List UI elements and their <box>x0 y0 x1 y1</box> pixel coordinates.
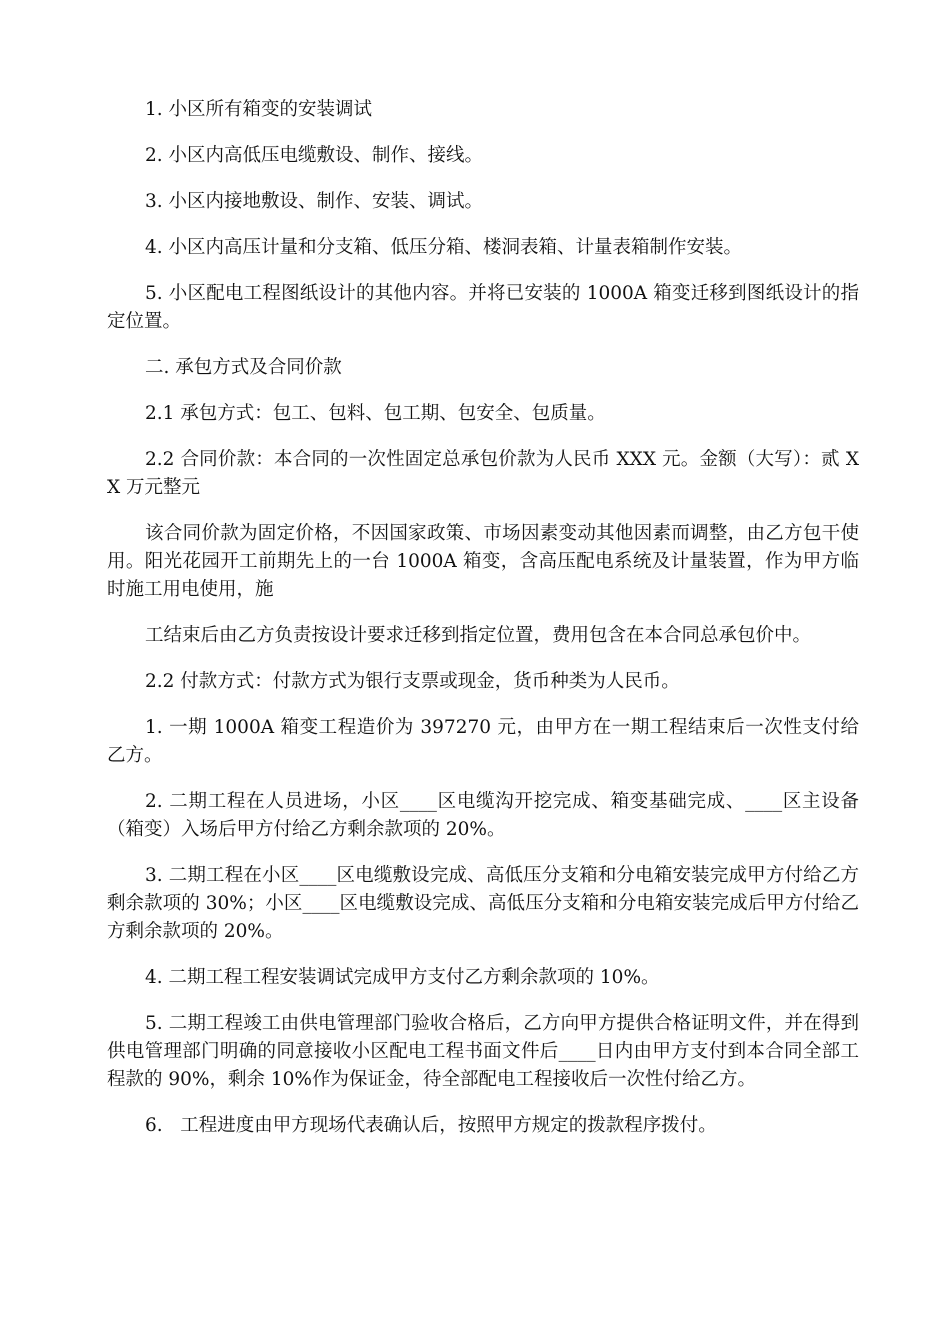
contract-price-paragraph: 2.2 合同价款：本合同的一次性固定总承包价款为人民币 XXX 元。金额（大写）：贰 XX 万元整元 <box>107 449 859 498</box>
payment-method-paragraph: 2.2 付款方式：付款方式为银行支票或现金，货币种类为人民币。 <box>145 671 680 692</box>
payment-item-3: 3. 二期工程在小区____区电缆敷设完成、高低压分支箱和分电箱安装完成甲方付给乙方剩余款项的 30%；小区____区电缆敷设完成、高低压分支箱和分电箱安装完成后甲方付给乙方剩余款项的 20%。 <box>107 865 859 942</box>
section-heading: 二. 承包方式及合同价款 <box>145 357 342 378</box>
paragraph-item-5: 5. 小区配电工程图纸设计的其他内容。并将已安装的 1000A 箱变迁移到图纸设计的指定位置。 <box>107 283 859 332</box>
fixed-price-paragraph: 该合同价款为固定价格，不因国家政策、市场因素变动其他因素而调整，由乙方包干使用。阳光花园开工前期先上的一台 1000A 箱变，含高压配电系统及计量装置，作为甲方临时施工用电使用，施 <box>107 523 859 600</box>
contract-mode-paragraph: 2.1 承包方式：包工、包料、包工期、包安全、包质量。 <box>145 403 606 424</box>
document-body <box>107 96 859 1158</box>
payment-item-5: 5. 二期工程竣工由供电管理部门验收合格后，乙方向甲方提供合格证明文件，并在得到供电管理部门明确的同意接收小区配电工程书面文件后____日内由甲方支付到本合同全部工程款的 90%，剩余 10%作为保证金，待全部配电工程接收后一次性付给乙方。 <box>107 1013 859 1090</box>
paragraph-item-2: 2. 小区内高低压电缆敷设、制作、接线。 <box>145 145 484 166</box>
paragraph-item-3: 3. 小区内接地敷设、制作、安装、调试。 <box>145 191 484 212</box>
payment-item-6: 6. 工程进度由甲方现场代表确认后，按照甲方规定的拨款程序拨付。 <box>145 1115 717 1136</box>
payment-item-2: 2. 二期工程在人员进场，小区____区电缆沟开挖完成、箱变基础完成、____区主设备（箱变）入场后甲方付给乙方剩余款项的 20%。 <box>107 791 859 840</box>
paragraph-item-1: 1. 小区所有箱变的安装调试 <box>145 99 373 120</box>
relocation-paragraph: 工结束后由乙方负责按设计要求迁移到指定位置，费用包含在本合同总承包价中。 <box>145 625 812 646</box>
payment-item-4: 4. 二期工程工程安装调试完成甲方支付乙方剩余款项的 10%。 <box>145 967 660 988</box>
paragraph-item-4: 4. 小区内高压计量和分支箱、低压分箱、楼洞表箱、计量表箱制作安装。 <box>145 237 743 258</box>
payment-item-1: 1. 一期 1000A 箱变工程造价为 397270 元，由甲方在一期工程结束后一次性支付给乙方。 <box>107 717 859 766</box>
